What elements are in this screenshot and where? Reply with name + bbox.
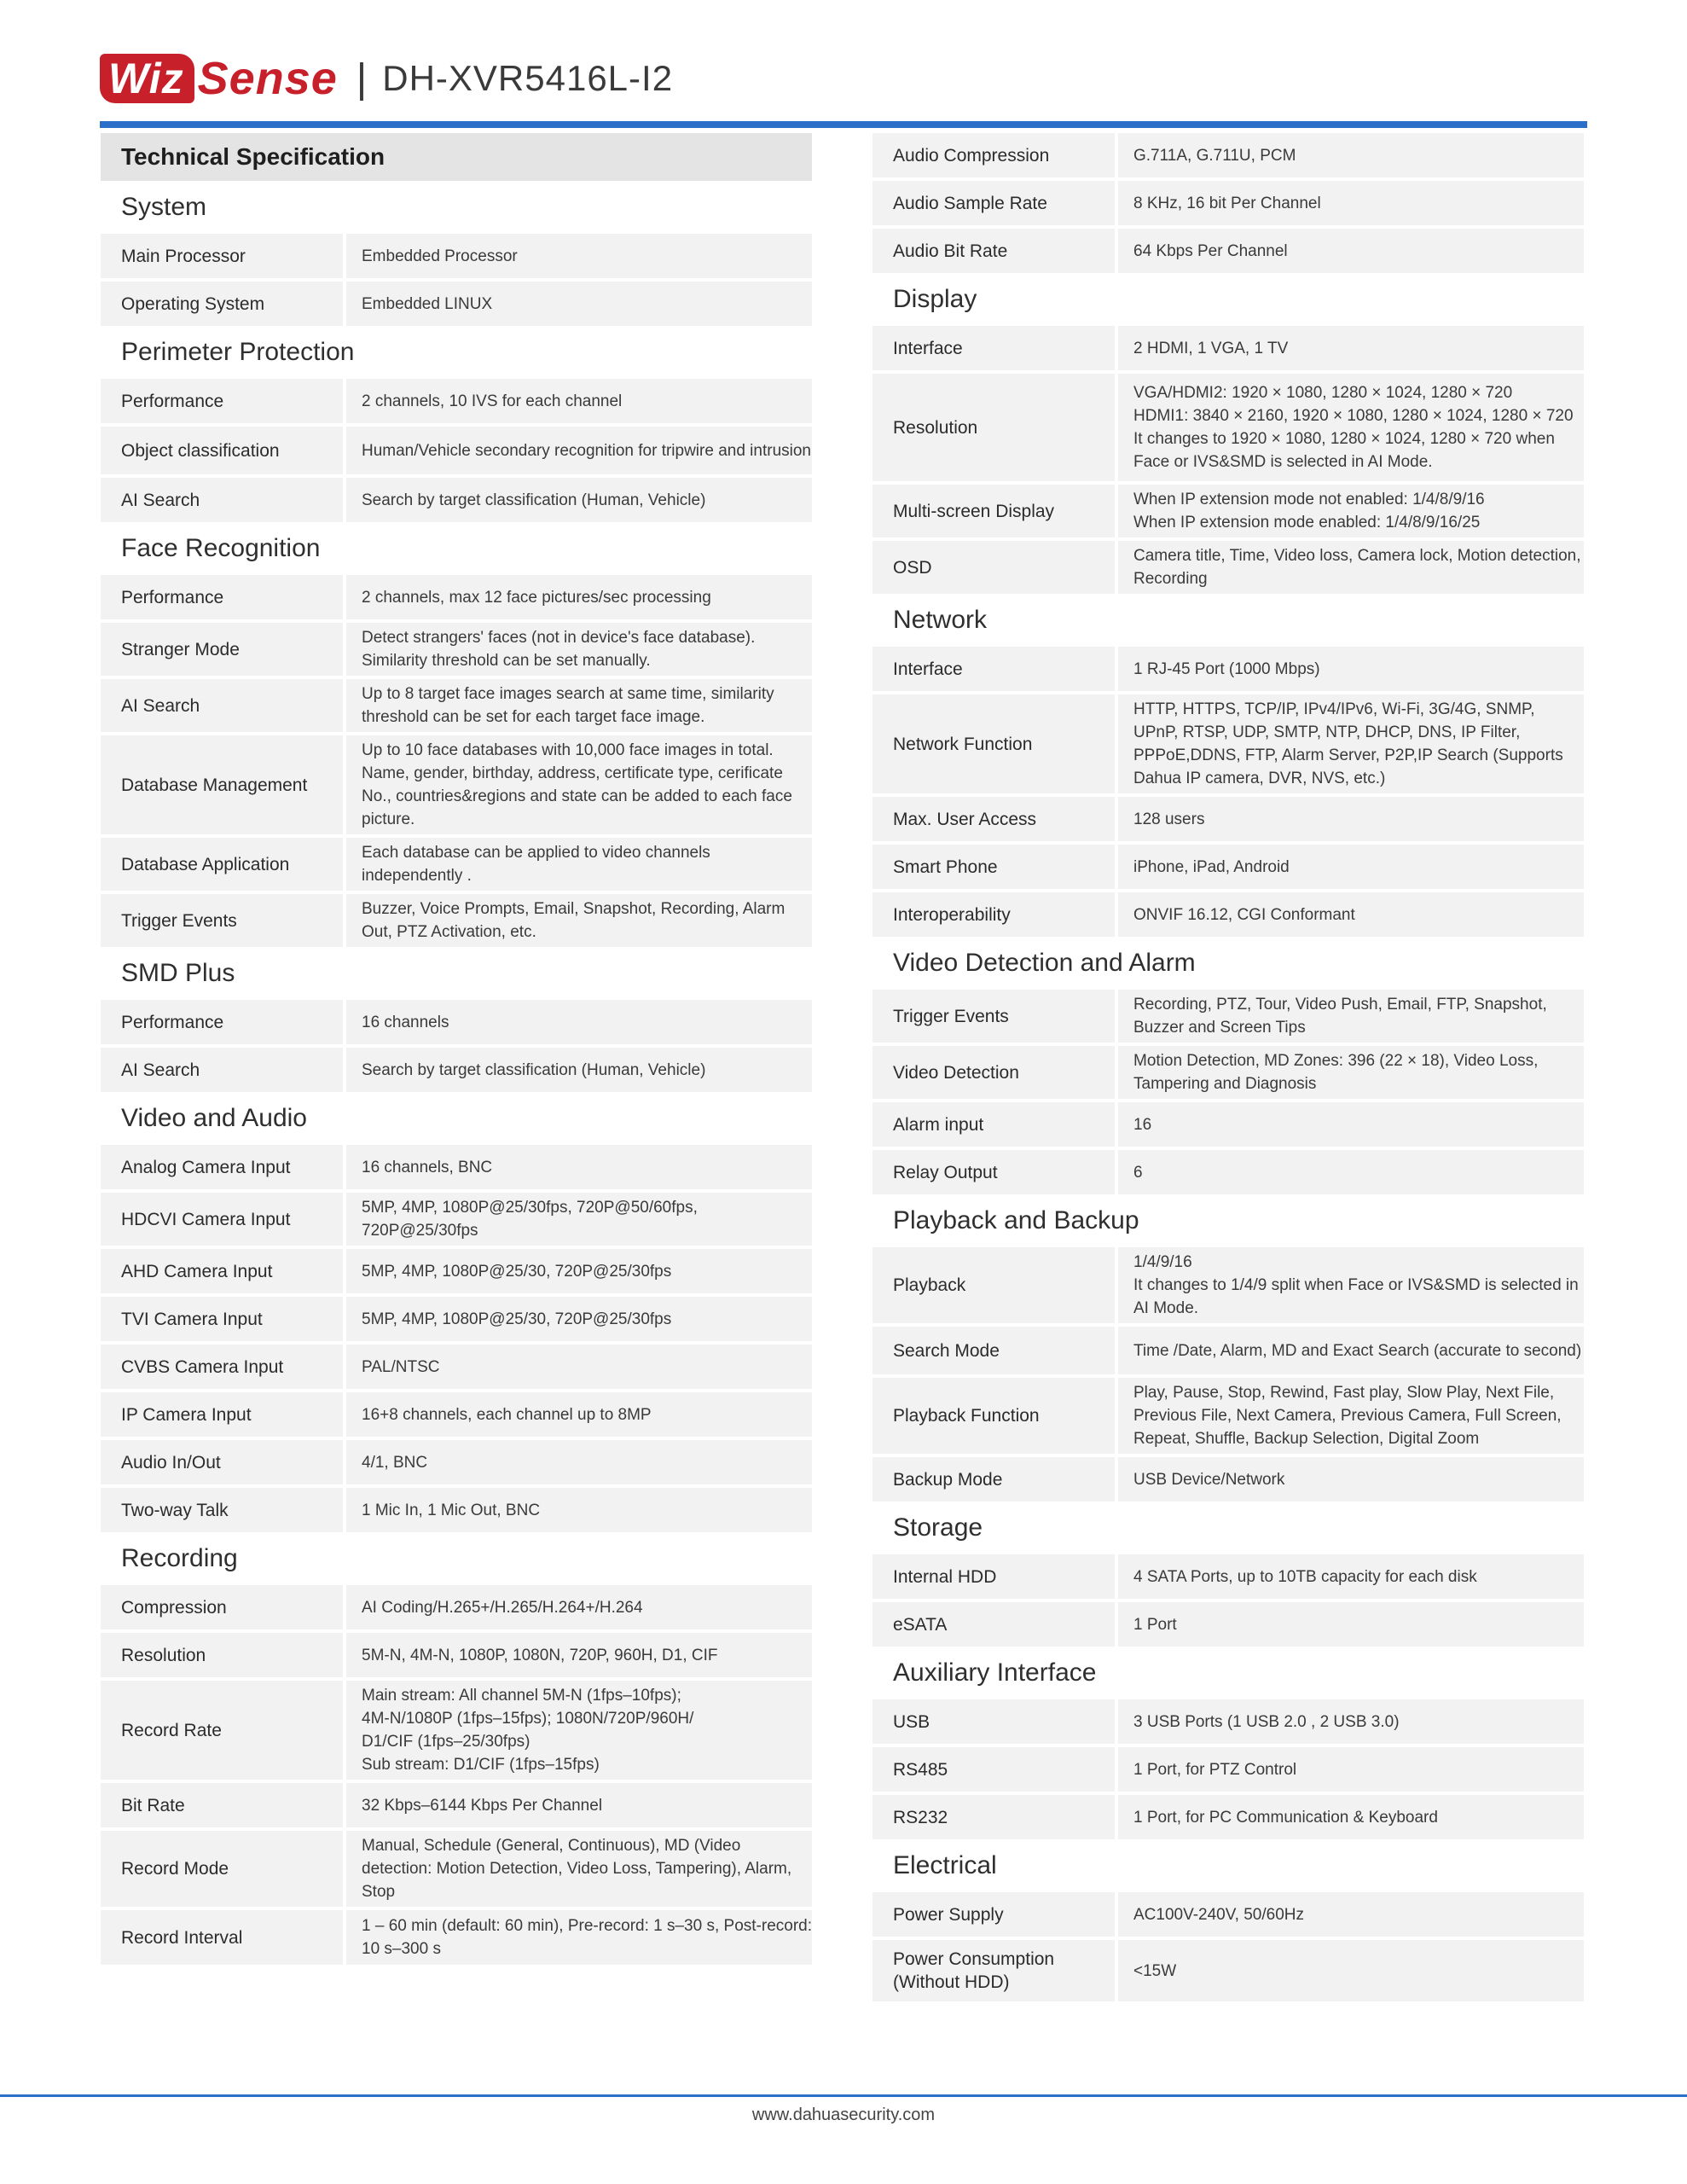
spec-label: Audio Bit Rate — [872, 229, 1115, 273]
spec-label: Backup Mode — [872, 1457, 1115, 1502]
spec-row — [872, 892, 1584, 937]
spec-value: Embedded Processor — [346, 234, 812, 278]
spec-value: 5MP, 4MP, 1080P@25/30, 720P@25/30fps — [346, 1297, 812, 1341]
spec-value: ONVIF 16.12, CGI Conformant — [1118, 892, 1584, 937]
spec-row — [101, 379, 812, 423]
spec-value: Search by target classification (Human, Vehicle) — [346, 478, 812, 522]
section-title: Perimeter Protection — [121, 338, 355, 366]
spec-value: 4/1, BNC — [346, 1440, 812, 1484]
spec-row — [101, 1345, 812, 1389]
spec-label: Interface — [872, 326, 1115, 370]
spec-row — [872, 326, 1584, 370]
spec-label: Smart Phone — [872, 845, 1115, 889]
spec-label: Alarm input — [872, 1102, 1115, 1147]
spec-value: USB Device/Network — [1118, 1457, 1584, 1502]
spec-label: RS485 — [872, 1747, 1115, 1792]
spec-label: Network Function — [872, 694, 1115, 793]
spec-row — [101, 575, 812, 619]
spec-label: Power Supply — [872, 1892, 1115, 1937]
spec-value: Detect strangers' faces (not in device's face database). Similarity threshold can be set manually. — [346, 623, 812, 676]
spec-label: Performance — [101, 1000, 343, 1044]
spec-label: CVBS Camera Input — [101, 1345, 343, 1389]
spec-row — [872, 1150, 1584, 1194]
spec-value: 3 USB Ports (1 USB 2.0 , 2 USB 3.0) — [1118, 1699, 1584, 1744]
spec-row — [101, 1783, 812, 1827]
spec-row — [872, 1892, 1584, 1937]
spec-row — [101, 282, 812, 326]
spec-row — [872, 133, 1584, 177]
spec-row — [101, 623, 812, 676]
spec-value: 1 Port, for PTZ Control — [1118, 1747, 1584, 1792]
spec-value: VGA/HDMI2: 1920 × 1080, 1280 × 1024, 1280 × 720 HDMI1: 3840 × 2160, 1920 × 1080, 1280 × 1024, 1280 × 720 It changes to 1920 × 1080, 1280 × 1024, 1280 × 720 when Face or IVS&SMD is selected in AI Mode. — [1118, 374, 1584, 481]
spec-row — [872, 181, 1584, 225]
section-title: Video Detection and Alarm — [893, 949, 1196, 977]
spec-row — [101, 1297, 812, 1341]
spec-row — [101, 679, 812, 732]
spec-value: 1 RJ-45 Port (1000 Mbps) — [1118, 647, 1584, 691]
spec-row — [101, 234, 812, 278]
spec-value: 2 channels, max 12 face pictures/sec processing — [346, 575, 812, 619]
spec-value: Buzzer, Voice Prompts, Email, Snapshot, Recording, Alarm Out, PTZ Activation, etc. — [346, 894, 812, 947]
section-title: System — [121, 193, 207, 221]
spec-row — [872, 1378, 1584, 1454]
spec-value: Up to 10 face databases with 10,000 face images in total. Name, gender, birthday, address, certificate type, cerificate No., countries&regions and state can be added to each face picture. — [346, 735, 812, 834]
spec-label: Database Management — [101, 735, 343, 834]
header-divider — [100, 121, 1587, 128]
spec-label: Max. User Access — [872, 797, 1115, 841]
spec-label: Audio Compression — [872, 133, 1115, 177]
spec-value: AC100V-240V, 50/60Hz — [1118, 1892, 1584, 1937]
spec-label: USB — [872, 1699, 1115, 1744]
section-title: Playback and Backup — [893, 1206, 1139, 1234]
spec-row — [872, 1327, 1584, 1374]
spec-label: Playback — [872, 1247, 1115, 1323]
spec-row — [101, 1440, 812, 1484]
spec-label: Object classification — [101, 427, 343, 474]
spec-row — [872, 647, 1584, 691]
spec-row — [101, 1831, 812, 1907]
spec-value: Up to 8 target face images search at same time, similarity threshold can be set for each target face image. — [346, 679, 812, 732]
spec-label: TVI Camera Input — [101, 1297, 343, 1341]
spec-value: Recording, PTZ, Tour, Video Push, Email, FTP, Snapshot, Buzzer and Screen Tips — [1118, 990, 1584, 1043]
spec-row — [872, 1699, 1584, 1744]
spec-value: 16 channels, BNC — [346, 1145, 812, 1189]
spec-label: eSATA — [872, 1602, 1115, 1647]
spec-row — [872, 1795, 1584, 1839]
right-spec-column — [872, 133, 1584, 2005]
spec-label: Internal HDD — [872, 1554, 1115, 1599]
spec-value: iPhone, iPad, Android — [1118, 845, 1584, 889]
spec-label: Stranger Mode — [101, 623, 343, 676]
spec-value: PAL/NTSC — [346, 1345, 812, 1389]
spec-label: HDCVI Camera Input — [101, 1193, 343, 1246]
spec-row — [101, 1633, 812, 1677]
spec-label: Relay Output — [872, 1150, 1115, 1194]
spec-label: Video Detection — [872, 1046, 1115, 1099]
spec-label: Operating System — [101, 282, 343, 326]
spec-value: 1 Mic In, 1 Mic Out, BNC — [346, 1488, 812, 1532]
spec-label: Trigger Events — [101, 894, 343, 947]
spec-value: 5MP, 4MP, 1080P@25/30fps, 720P@50/60fps, 720P@25/30fps — [346, 1193, 812, 1246]
wizsense-logo — [100, 53, 338, 104]
spec-value: 5M-N, 4M-N, 1080P, 1080N, 720P, 960H, D1, CIF — [346, 1633, 812, 1677]
spec-value: AI Coding/H.265+/H.265/H.264+/H.264 — [346, 1585, 812, 1629]
spec-row — [101, 478, 812, 522]
spec-row — [872, 541, 1584, 594]
spec-label: Analog Camera Input — [101, 1145, 343, 1189]
spec-label: Performance — [101, 379, 343, 423]
spec-value: Search by target classification (Human, Vehicle) — [346, 1048, 812, 1092]
spec-label: Audio In/Out — [101, 1440, 343, 1484]
spec-row — [872, 990, 1584, 1043]
spec-label: Resolution — [101, 1633, 343, 1677]
spec-label: Compression — [101, 1585, 343, 1629]
spec-value: Time /Date, Alarm, MD and Exact Search (accurate to second) — [1118, 1327, 1584, 1374]
spec-label: Main Processor — [101, 234, 343, 278]
spec-label: Multi-screen Display — [872, 485, 1115, 537]
spec-label: IP Camera Input — [101, 1392, 343, 1437]
spec-row — [101, 1585, 812, 1629]
model-number: DH-XVR5416L-I2 — [382, 58, 674, 98]
spec-label: AI Search — [101, 478, 343, 522]
spec-value: 1 – 60 min (default: 60 min), Pre-record: 1 s–30 s, Post-record: 10 s–300 s — [346, 1910, 812, 1965]
spec-row — [872, 1247, 1584, 1323]
spec-row — [872, 374, 1584, 481]
spec-value: Human/Vehicle secondary recognition for tripwire and intrusion — [346, 427, 812, 474]
spec-value: 128 users — [1118, 797, 1584, 841]
spec-row — [872, 229, 1584, 273]
spec-label: Bit Rate — [101, 1783, 343, 1827]
spec-value: 8 KHz, 16 bit Per Channel — [1118, 181, 1584, 225]
spec-row — [101, 1000, 812, 1044]
spec-label: Database Application — [101, 838, 343, 891]
section-title: Network — [893, 606, 988, 634]
spec-label: Interface — [872, 647, 1115, 691]
spec-row — [872, 1457, 1584, 1502]
spec-row — [101, 735, 812, 834]
spec-value: 16 channels — [346, 1000, 812, 1044]
spec-label: Resolution — [872, 374, 1115, 481]
spec-label: OSD — [872, 541, 1115, 594]
spec-row — [872, 694, 1584, 793]
spec-row — [872, 1602, 1584, 1647]
spec-label: Record Interval — [101, 1910, 343, 1965]
spec-label: Playback Function — [872, 1378, 1115, 1454]
spec-value: When IP extension mode not enabled: 1/4/8/9/16 When IP extension mode enabled: 1/4/8/9/16/25 — [1118, 485, 1584, 537]
spec-row — [101, 838, 812, 891]
spec-value: 32 Kbps–6144 Kbps Per Channel — [346, 1783, 812, 1827]
spec-row — [101, 1392, 812, 1437]
spec-value: 1 Port — [1118, 1602, 1584, 1647]
section-title: Face Recognition — [121, 534, 321, 562]
section-title: Electrical — [893, 1851, 997, 1879]
section-title: Auxiliary Interface — [893, 1658, 1097, 1687]
spec-value: 2 HDMI, 1 VGA, 1 TV — [1118, 326, 1584, 370]
spec-row — [872, 1940, 1584, 2001]
spec-row — [101, 1048, 812, 1092]
spec-value: 1 Port, for PC Communication & Keyboard — [1118, 1795, 1584, 1839]
spec-label: Record Rate — [101, 1681, 343, 1780]
spec-row — [101, 1145, 812, 1189]
spec-label: Interoperability — [872, 892, 1115, 937]
spec-value: 2 channels, 10 IVS for each channel — [346, 379, 812, 423]
spec-label: Trigger Events — [872, 990, 1115, 1043]
header-separator: | — [356, 55, 368, 102]
spec-value: 6 — [1118, 1150, 1584, 1194]
section-title: Recording — [121, 1544, 238, 1572]
spec-value: 16 — [1118, 1102, 1584, 1147]
spec-row — [872, 1554, 1584, 1599]
spec-value: 64 Kbps Per Channel — [1118, 229, 1584, 273]
spec-label: AI Search — [101, 1048, 343, 1092]
left-spec-column — [101, 133, 812, 1968]
spec-value: Each database can be applied to video channels independently . — [346, 838, 812, 891]
logo-sense-text: Sense — [197, 53, 338, 104]
spec-value: HTTP, HTTPS, TCP/IP, IPv4/IPv6, Wi-Fi, 3G/4G, SNMP, UPnP, RTSP, UDP, SMTP, NTP, DHCP, DNS, IP Filter, PPPoE,DDNS, FTP, Alarm Server, P2P,IP Search (Supports Dahua IP camera, DVR, NVS, etc.) — [1118, 694, 1584, 793]
spec-value: 1/4/9/16 It changes to 1/4/9 split when Face or IVS&SMD is selected in AI Mode. — [1118, 1247, 1584, 1323]
spec-row — [872, 1102, 1584, 1147]
spec-label: Performance — [101, 575, 343, 619]
spec-row — [872, 1046, 1584, 1099]
spec-value: Motion Detection, MD Zones: 396 (22 × 18), Video Loss, Tampering and Diagnosis — [1118, 1046, 1584, 1099]
spec-label: Power Consumption (Without HDD) — [872, 1940, 1115, 2001]
spec-value: 5MP, 4MP, 1080P@25/30, 720P@25/30fps — [346, 1249, 812, 1293]
spec-row — [101, 1681, 812, 1780]
footer-divider — [0, 2094, 1687, 2097]
spec-row — [101, 1193, 812, 1246]
spec-row — [101, 1249, 812, 1293]
section-title: SMD Plus — [121, 959, 235, 987]
page-title: Technical Specification — [101, 133, 812, 181]
spec-label: Search Mode — [872, 1327, 1115, 1374]
spec-row — [872, 797, 1584, 841]
spec-row — [101, 427, 812, 474]
spec-row — [101, 894, 812, 947]
spec-label: Record Mode — [101, 1831, 343, 1907]
spec-label: AHD Camera Input — [101, 1249, 343, 1293]
spec-value: Embedded LINUX — [346, 282, 812, 326]
section-title: Video and Audio — [121, 1104, 307, 1132]
spec-row — [872, 845, 1584, 889]
spec-label: Audio Sample Rate — [872, 181, 1115, 225]
footer-url: www.dahuasecurity.com — [751, 2106, 936, 2124]
spec-value: 16+8 channels, each channel up to 8MP — [346, 1392, 812, 1437]
logo-wiz-text: Wiz — [100, 54, 194, 103]
spec-label: AI Search — [101, 679, 343, 732]
section-title: Storage — [893, 1513, 983, 1542]
spec-row — [872, 485, 1584, 537]
section-title: Display — [893, 285, 977, 313]
spec-value: 4 SATA Ports, up to 10TB capacity for each disk — [1118, 1554, 1584, 1599]
spec-value: G.711A, G.711U, PCM — [1118, 133, 1584, 177]
spec-value: Camera title, Time, Video loss, Camera lock, Motion detection, Recording — [1118, 541, 1584, 594]
spec-value: Play, Pause, Stop, Rewind, Fast play, Slow Play, Next File, Previous File, Next Camera, Previous Camera, Full Screen, Repeat, Shuffle, Backup Selection, Digital Zoom — [1118, 1378, 1584, 1454]
spec-label: Two-way Talk — [101, 1488, 343, 1532]
spec-row — [872, 1747, 1584, 1792]
header — [100, 53, 673, 104]
spec-row — [101, 1910, 812, 1965]
spec-value: Manual, Schedule (General, Continuous), MD (Video detection: Motion Detection, Video Loss, Tampering), Alarm, Stop — [346, 1831, 812, 1907]
spec-value: Main stream: All channel 5M-N (1fps–10fps); 4M-N/1080P (1fps–15fps); 1080N/720P/960H/ D1/CIF (1fps–25/30fps) Sub stream: D1/CIF (1fps–15fps) — [346, 1681, 812, 1780]
spec-label: RS232 — [872, 1795, 1115, 1839]
spec-value: <15W — [1118, 1940, 1584, 2001]
spec-row — [101, 1488, 812, 1532]
